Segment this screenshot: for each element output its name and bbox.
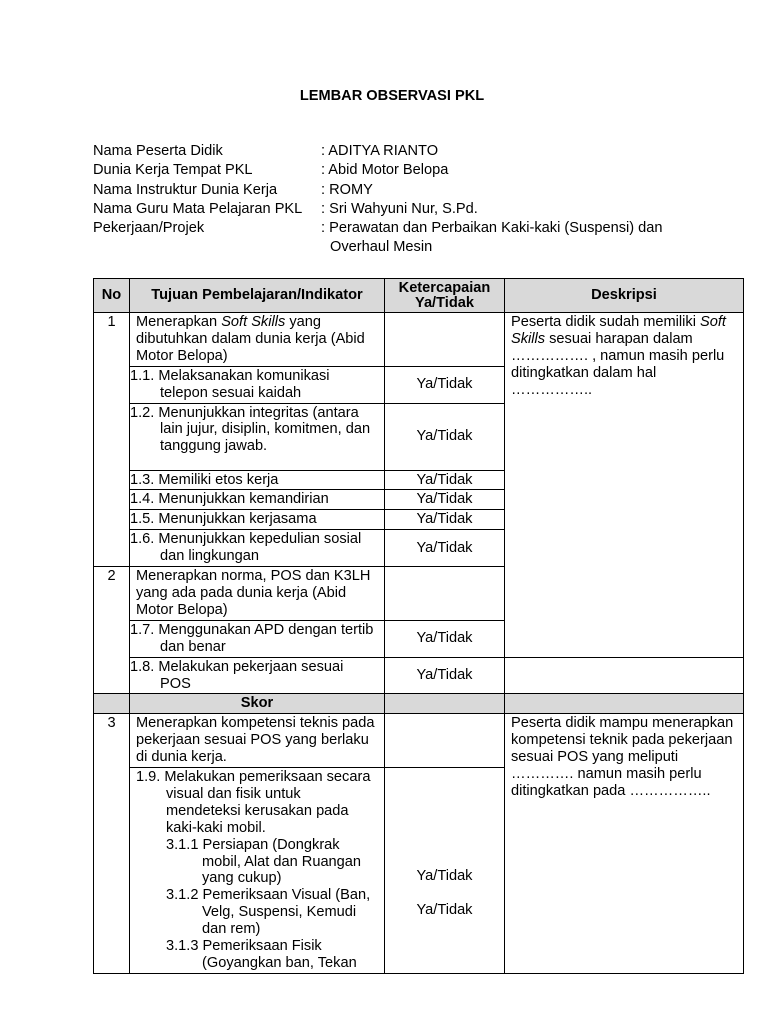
skor-label: Skor <box>130 694 385 714</box>
info-value-continued: Overhaul Mesin <box>330 239 433 256</box>
skor-row <box>94 694 744 714</box>
info-value-group <box>321 219 701 258</box>
indicator-main-post: yang dibutuhkan dalam dunia kerja (Abid Motor Belopa) <box>136 314 365 364</box>
ya-tidak-group <box>385 768 505 974</box>
info-value: : ROMY <box>321 181 373 198</box>
indicator-item: 1.3. Memiliki etos kerja <box>130 470 385 490</box>
desc-post: sesuai harapan dalam ……………. , namun masih perlu ditingkatkan dalam hal …………….. <box>511 330 725 398</box>
table-row <box>94 714 744 768</box>
skor-cell-ket <box>385 694 505 714</box>
ket-empty <box>385 313 505 367</box>
indicator-main: Menerapkan norma, POS dan K3LH yang ada pada dunia kerja (Abid Motor Belopa) <box>130 567 385 621</box>
table-row <box>94 657 744 694</box>
indicator-item: 1.8. Melakukan pekerjaan sesuai POS <box>130 657 385 694</box>
row-number: 1 <box>94 313 130 567</box>
ya-tidak: Ya/Tidak <box>385 510 505 530</box>
indicator-item-group <box>130 768 385 974</box>
info-value: : Sri Wahyuni Nur, S.Pd. <box>321 200 478 217</box>
ya-tidak: Ya/Tidak <box>385 470 505 490</box>
desc-em: Soft Skills <box>511 314 726 347</box>
ya-tidak: Ya/Tidak <box>416 901 473 918</box>
header-deskripsi: Deskripsi <box>505 279 744 313</box>
header-ketercapaian <box>385 279 505 313</box>
info-value: : Perawatan dan Perbaikan Kaki-kaki (Suspensi) dan <box>321 220 663 237</box>
ya-tidak: Ya/Tidak <box>385 366 505 403</box>
indicator-item: 1.6. Menunjukkan kepedulian sosial dan lingkungan <box>130 530 385 567</box>
info-label: Nama Guru Mata Pelajaran PKL <box>93 200 303 217</box>
indicator-main-pre: Menerapkan <box>136 314 222 330</box>
indicator-main: Menerapkan kompetensi teknis pada pekerjaan sesuai POS yang berlaku di dunia kerja. <box>130 714 385 768</box>
ya-tidak: Ya/Tidak <box>416 868 473 885</box>
info-label: Nama Instruktur Dunia Kerja <box>93 181 278 198</box>
info-value: : ADITYA RIANTO <box>321 143 439 159</box>
skor-cell-no <box>94 694 130 714</box>
indicator-main <box>130 313 385 367</box>
ya-tidak: Ya/Tidak <box>385 530 505 567</box>
ket-empty <box>385 567 505 621</box>
desc-empty <box>505 657 744 694</box>
ya-tidak: Ya/Tidak <box>385 620 505 657</box>
info-value: : Abid Motor Belopa <box>321 162 449 179</box>
indicator-item: 1.5. Menunjukkan kerjasama <box>130 510 385 530</box>
indicator-item: 1.9. Melakukan pemeriksaan secara visual dan fisik untuk mendeteksi kerusakan pada kaki-kaki mobil. <box>136 769 371 836</box>
info-label: Pekerjaan/Projek <box>93 220 205 237</box>
info-row-workplace <box>93 161 701 180</box>
skor-cell-desc <box>505 694 744 714</box>
info-row-teacher <box>93 200 701 219</box>
header-ketercapaian-line2: Ya/Tidak <box>415 294 474 311</box>
page-title: LEMBAR OBSERVASI PKL <box>299 88 485 104</box>
table-row <box>94 313 744 367</box>
ya-tidak: Ya/Tidak <box>385 657 505 694</box>
info-row-student <box>93 142 701 161</box>
indicator-main-em: Soft Skills <box>221 314 286 330</box>
description-1 <box>505 313 744 658</box>
indicator-item: 1.1. Melaksanakan komunikasi telepon sesuai kaidah <box>130 366 385 403</box>
header-tujuan: Tujuan Pembelajaran/Indikator <box>130 279 385 313</box>
indicator-subitem: 3.1.1 Persiapan (Dongkrak mobil, Alat dan Ruangan yang cukup) <box>166 836 362 887</box>
ya-tidak: Ya/Tidak <box>385 403 505 470</box>
info-label: Dunia Kerja Tempat PKL <box>93 162 253 179</box>
indicator-item: 1.7. Menggunakan APD dengan tertib dan benar <box>130 620 385 657</box>
info-row-instructor <box>93 181 701 200</box>
spacer <box>391 885 498 902</box>
table-header-row <box>94 279 744 313</box>
indicator-subitem: 3.1.3 Pemeriksaan Fisik (Goyangkan ban, Tekan <box>166 938 357 971</box>
observation-table <box>93 278 744 974</box>
ya-tidak: Ya/Tidak <box>385 490 505 510</box>
indicator-subitem: 3.1.2 Pemeriksaan Visual (Ban, Velg, Suspensi, Kemudi dan rem) <box>166 887 371 938</box>
header-ketercapaian-line1: Ketercapaian <box>398 279 491 296</box>
desc-pre: Peserta didik sudah memiliki <box>511 314 700 330</box>
info-label: Nama Peserta Didik <box>93 143 223 159</box>
header-no: No <box>94 279 130 313</box>
student-info <box>93 142 701 258</box>
description-3: Peserta didik mampu menerapkan kompetensi teknik pada pekerjaan sesuai POS yang meliputi …………. namun masih perlu ditingkatkan pada …………….. <box>505 714 744 974</box>
row-number: 2 <box>94 567 130 694</box>
indicator-item: 1.4. Menunjukkan kemandirian <box>130 490 385 510</box>
row-number: 3 <box>94 714 130 974</box>
ket-empty <box>385 714 505 768</box>
info-row-project <box>93 219 701 258</box>
indicator-item: 1.2. Menunjukkan integritas (antara lain jujur, disiplin, komitmen, dan tanggung jawab. <box>130 403 385 470</box>
